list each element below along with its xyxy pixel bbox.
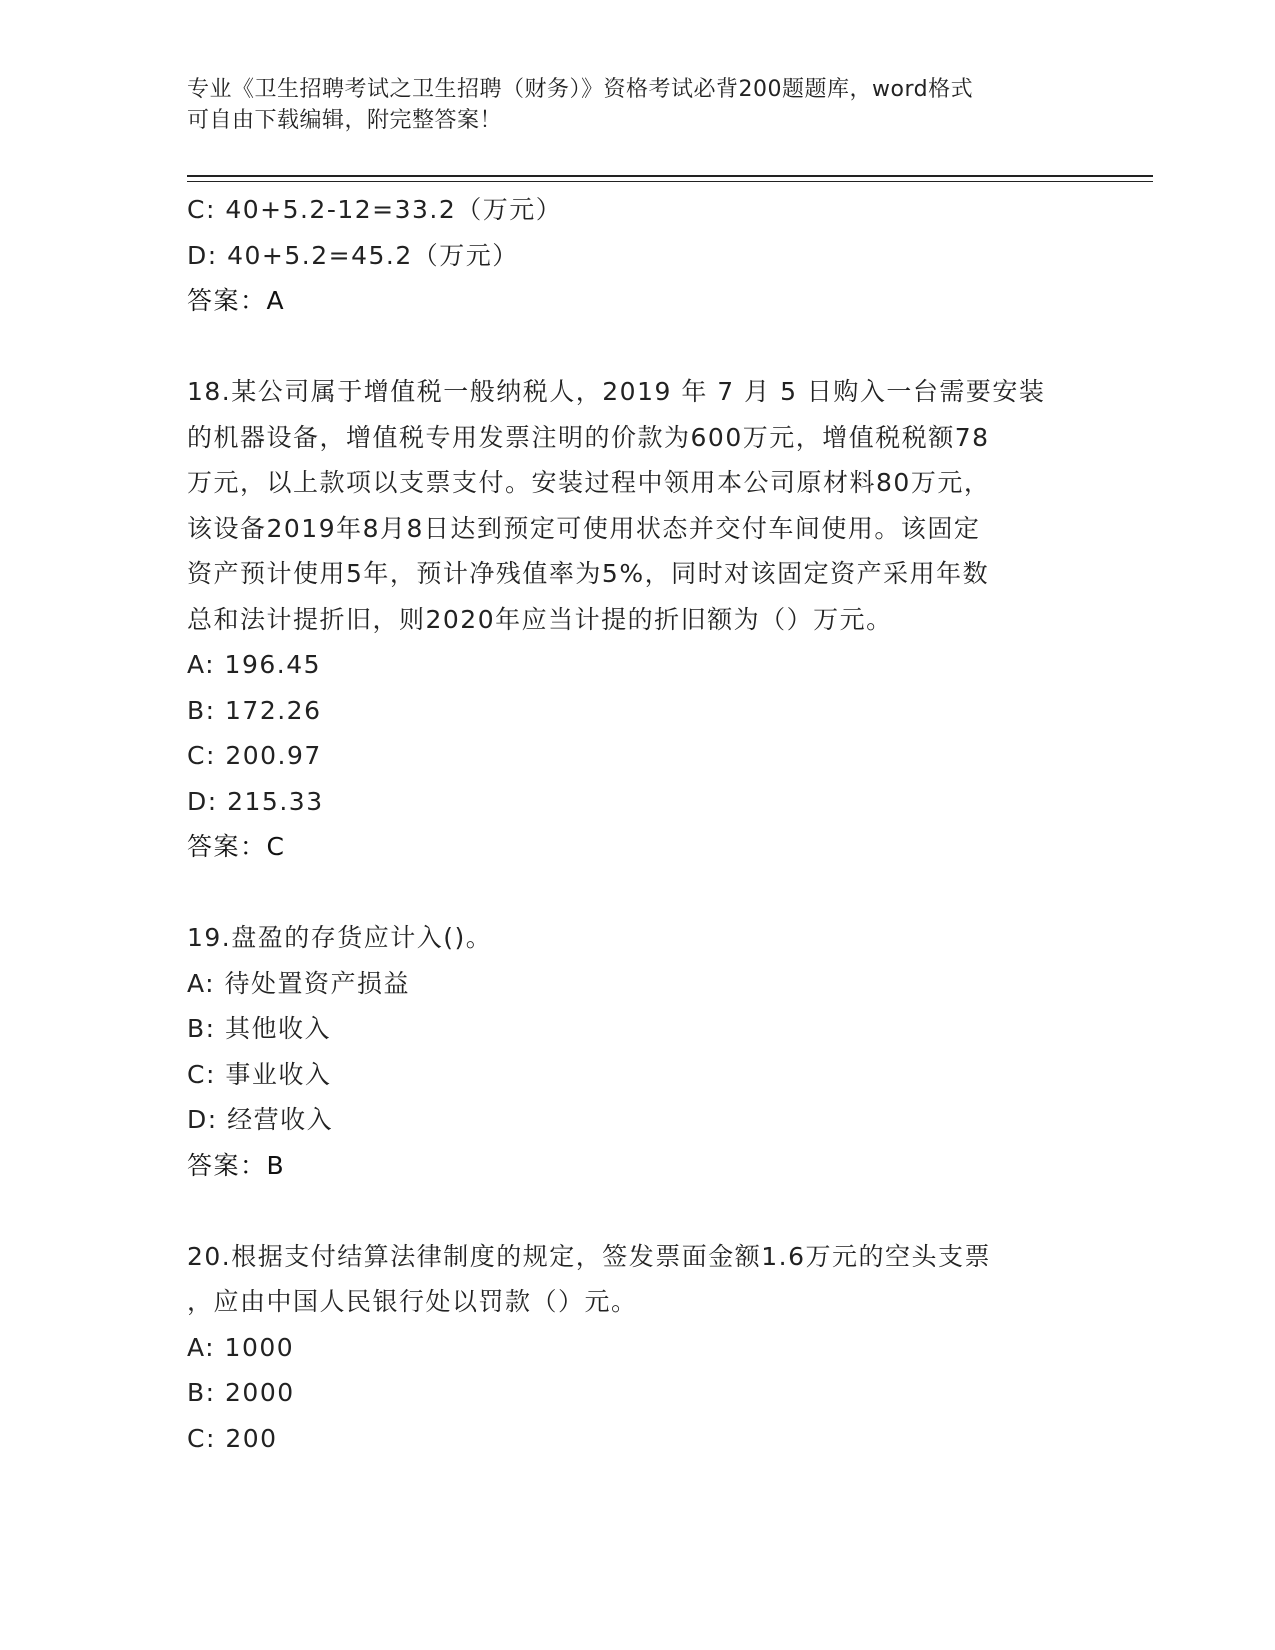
- q20-option-b: B: 2000: [187, 1378, 295, 1407]
- q18-text-line-5: 资产预计使用5年，预计净残值率为5%，同时对该固定资产采用年数: [187, 559, 990, 588]
- q18-option-c: C: 200.97: [187, 741, 322, 770]
- header-divider-thin: [187, 181, 1153, 182]
- q19-option-d: D: 经营收入: [187, 1105, 334, 1134]
- spacer: [187, 870, 1087, 916]
- q20-text-line-1: 20.根据支付结算法律制度的规定，签发票面金额1.6万元的空头支票: [187, 1241, 992, 1271]
- q19-option-a: A: 待处置资产损益: [187, 968, 411, 998]
- document-header: [187, 74, 1087, 136]
- q19-option-b: B: 其他收入: [187, 1014, 332, 1043]
- document-body: [187, 187, 1087, 1461]
- spacer: [187, 324, 1087, 370]
- q18-option-a: A: 196.45: [187, 650, 322, 679]
- q19-question: 19.盘盈的存货应计入()。: [187, 923, 493, 952]
- q18-text-line-6: 总和法计提折旧，则2020年应当计提的折旧额为（）万元。: [187, 604, 893, 634]
- q18-text-line-3: 万元，以上款项以支票支付。安装过程中领用本公司原材料80万元，: [187, 468, 991, 497]
- q18-answer: 答案：C: [187, 832, 286, 861]
- q18-text-line-2: 的机器设备，增值税专用发票注明的价款为600万元，增值税税额78: [187, 422, 990, 452]
- q20-option-c: C: 200: [187, 1423, 278, 1453]
- header-line-1: 专业《卫生招聘考试之卫生招聘（财务）》资格考试必背200题题库，word格式: [187, 77, 974, 102]
- q17-option-d: D: 40+5.2=45.2（万元）: [187, 240, 519, 270]
- header-line-2: 可自由下载编辑，附完整答案！: [187, 108, 503, 133]
- q20-text-line-2: ，应由中国人民银行处以罚款（）元。: [187, 1287, 638, 1316]
- q18-text-line-4: 该设备2019年8月8日达到预定可使用状态并交付车间使用。该固定: [187, 513, 981, 543]
- spacer: [187, 1188, 1087, 1234]
- q18-option-d: D: 215.33: [187, 786, 324, 816]
- q19-option-c: C: 事业收入: [187, 1059, 332, 1089]
- q19-answer: 答案：B: [187, 1150, 286, 1180]
- q17-option-c: C: 40+5.2-12=33.2（万元）: [187, 195, 563, 224]
- header-divider-thick: [187, 175, 1153, 177]
- q20-option-a: A: 1000: [187, 1332, 295, 1362]
- q17-answer: 答案：A: [187, 286, 286, 315]
- q18-text-line-1: 18.某公司属于增值税一般纳税人，2019 年 7 月 5 日购入一台需要安装: [187, 377, 1046, 406]
- q18-option-b: B: 172.26: [187, 695, 322, 725]
